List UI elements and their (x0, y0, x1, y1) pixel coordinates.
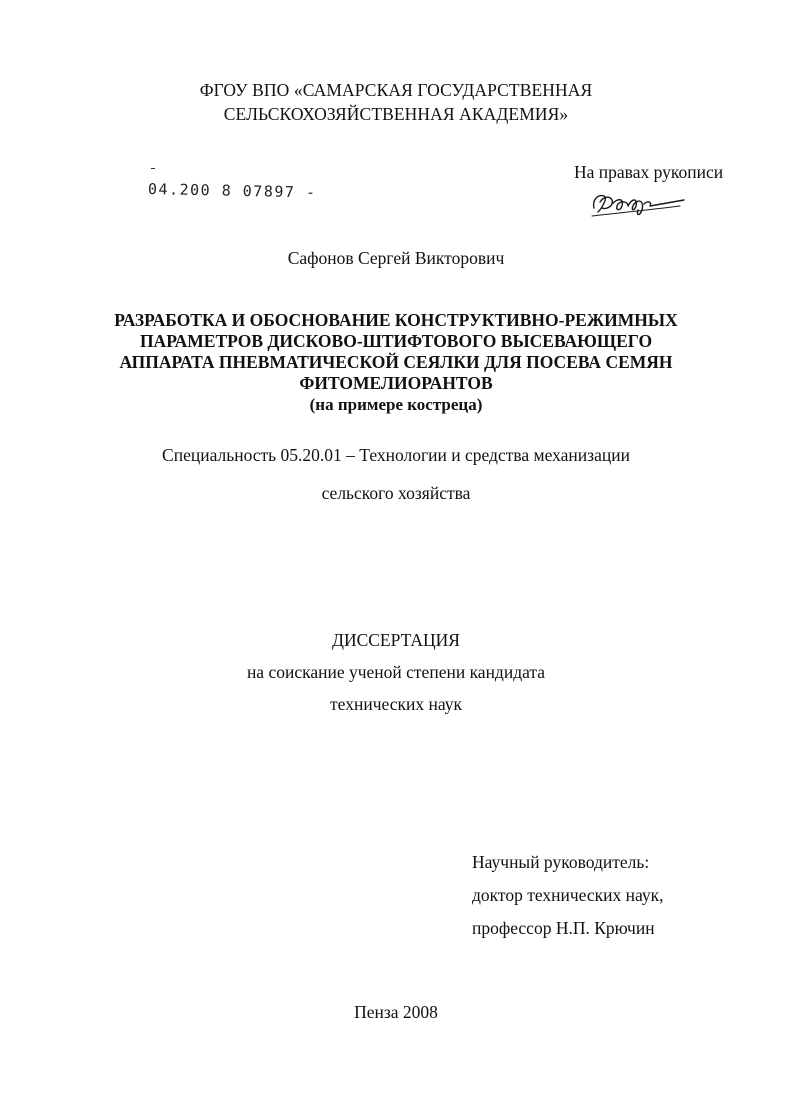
dissertation-heading: ДИССЕРТАЦИЯ (332, 630, 460, 650)
author-name: Сафонов Сергей Викторович (287, 248, 505, 268)
title-line-4: ФИТОМЕЛИОРАНТОВ (299, 373, 493, 393)
city-year: Пенза 2008 (354, 1002, 438, 1022)
stamp-mark (151, 168, 155, 173)
organization-line-1: ФГОУ ВПО «САМАРСКАЯ ГОСУДАРСТВЕННАЯ (199, 80, 593, 100)
supervisor-label: Научный руководитель: (472, 852, 650, 872)
dissertation-line-1: на соискание ученой степени кандидата (246, 662, 546, 682)
title-line-2: ПАРАМЕТРОВ ДИСКОВО-ШТИФТОВОГО ВЫСЕВАЮЩЕГО (139, 331, 653, 351)
dissertation-type (0, 624, 792, 720)
supervisor-degree: доктор технических наук, (472, 885, 664, 905)
manuscript-rights-label: На правах рукописи (574, 162, 724, 182)
author-signature-icon (588, 186, 688, 220)
specialty (0, 436, 792, 512)
supervisor-name: профессор Н.П. Крючин (472, 918, 655, 938)
title-line-3: АППАРАТА ПНЕВМАТИЧЕСКОЙ СЕЯЛКИ ДЛЯ ПОСЕВА СЕМЯН (119, 352, 673, 372)
organization-header (0, 78, 792, 126)
dissertation-line-2: технических наук (330, 694, 462, 714)
registration-stamp: 04.200 8 07897 - (147, 180, 317, 202)
organization-line-2: СЕЛЬСКОХОЗЯЙСТВЕННАЯ АКАДЕМИЯ» (223, 104, 569, 124)
scientific-supervisor (472, 846, 664, 945)
specialty-line-1: Специальность 05.20.01 – Технологии и средства механизации (162, 445, 630, 465)
title-subtitle: (на примере костреца) (309, 395, 483, 414)
title-line-1: РАЗРАБОТКА И ОБОСНОВАНИЕ КОНСТРУКТИВНО-РЕЖИМНЫХ (114, 310, 678, 330)
dissertation-title (0, 310, 792, 415)
specialty-line-2: сельского хозяйства (321, 483, 471, 503)
